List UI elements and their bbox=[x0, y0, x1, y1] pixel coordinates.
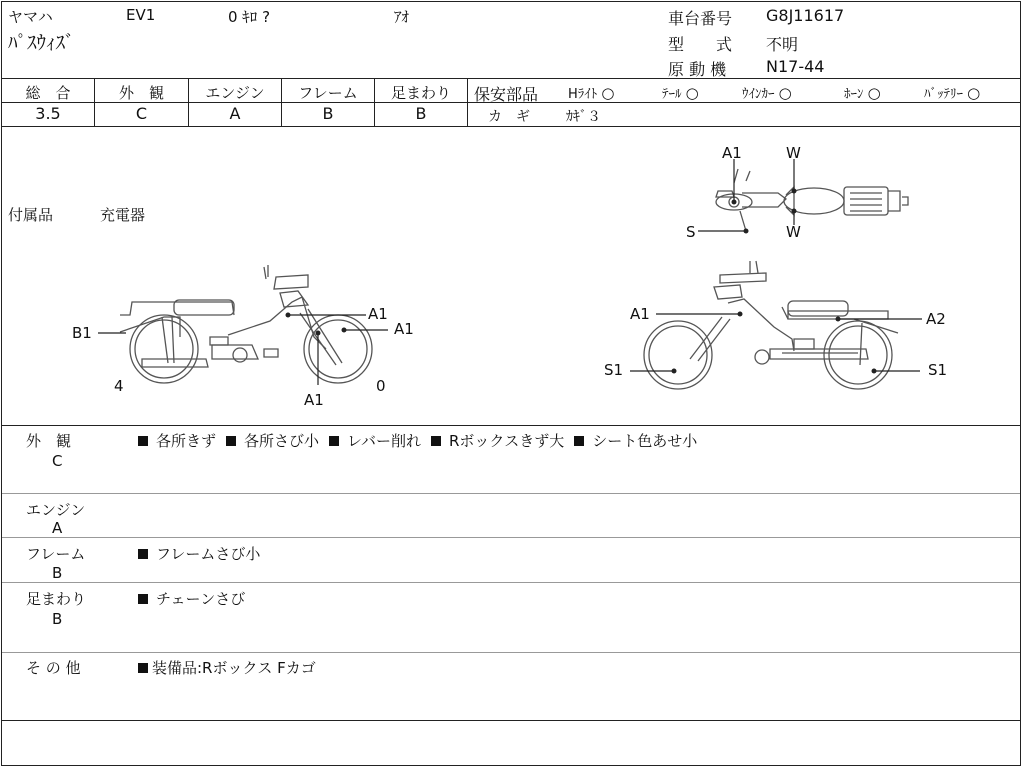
issue-item: チェーンさび bbox=[138, 588, 245, 609]
leader-lines bbox=[98, 159, 922, 385]
safety-mark: ○ bbox=[867, 84, 881, 102]
section-suspension-label: 足まわり bbox=[26, 590, 87, 608]
divider bbox=[2, 78, 1020, 79]
issue-item: Rボックスきず大 bbox=[431, 430, 564, 451]
safety-mark: ○ bbox=[685, 84, 699, 102]
right-label-a2: A2 bbox=[926, 310, 946, 328]
key-value: ｶｷﾞ３ bbox=[566, 109, 601, 125]
maker: ヤマハ bbox=[8, 8, 53, 26]
safety-item-tail: ﾃｰﾙ ○ bbox=[662, 84, 699, 102]
section-exterior-grade: C bbox=[52, 452, 63, 470]
grade-frame-label: フレーム bbox=[298, 84, 358, 102]
inspection-sheet bbox=[1, 1, 1021, 766]
engine-label: 原 動 機 bbox=[668, 60, 727, 79]
left-label-b1: B1 bbox=[72, 324, 92, 342]
section-frame-grade: B bbox=[52, 564, 63, 582]
frame-no-label: 車台番号 bbox=[668, 9, 733, 28]
issue-item: シート色あせ小 bbox=[574, 430, 697, 451]
safety-mark: ○ bbox=[967, 84, 981, 102]
grade-exterior-label: 外 観 bbox=[118, 84, 164, 102]
frame-no: G8J11617 bbox=[766, 6, 845, 25]
scooter-right-view-icon bbox=[644, 261, 898, 389]
safety-item-winker: ｳｲﾝｶｰ ○ bbox=[742, 84, 792, 102]
issue-item: 各所さび小 bbox=[226, 430, 319, 451]
accessories-label: 付属品 bbox=[8, 206, 54, 224]
top-label-a1: A1 bbox=[722, 144, 742, 162]
section-engine-label: エンジン bbox=[26, 501, 86, 519]
section-exterior-label: 外 観 bbox=[26, 432, 72, 450]
safety-mark: ○ bbox=[778, 84, 792, 102]
section-suspension-issues bbox=[138, 588, 255, 609]
right-label-a1: A1 bbox=[630, 305, 650, 323]
issue-item: レバー削れ bbox=[329, 430, 421, 451]
right-label-s1-right: S1 bbox=[928, 361, 948, 379]
divider bbox=[2, 537, 1020, 538]
section-frame-label: フレーム bbox=[26, 545, 86, 563]
section-other-issues bbox=[138, 657, 326, 678]
divider bbox=[2, 425, 1020, 426]
top-label-s: S bbox=[686, 223, 696, 241]
damage-diagram bbox=[2, 127, 1020, 425]
type-value: 不明 bbox=[766, 35, 799, 54]
grade-suspension-label: 足まわり bbox=[390, 84, 451, 102]
section-engine-grade: A bbox=[52, 519, 63, 537]
grade-frame-value: B bbox=[322, 104, 334, 123]
left-label-a1-top: A1 bbox=[368, 305, 388, 323]
issue-item: 装備品:Rボックス Fカゴ bbox=[138, 657, 316, 678]
section-frame-issues bbox=[138, 543, 270, 564]
left-label-front-tire: 4 bbox=[114, 377, 124, 395]
accessories-value: 充電器 bbox=[100, 206, 146, 224]
section-exterior-issues bbox=[138, 430, 707, 451]
top-label-w1: W bbox=[786, 144, 801, 162]
section-other-label: そ の 他 bbox=[26, 659, 81, 677]
color: ｱｵ bbox=[394, 8, 410, 26]
grade-engine-label: エンジン bbox=[205, 84, 265, 102]
divider bbox=[2, 652, 1020, 653]
key-label: カ ギ bbox=[488, 109, 530, 125]
grade-exterior-value: C bbox=[135, 104, 148, 123]
issue-item: 各所きず bbox=[138, 430, 216, 451]
grade-total-value: 3.5 bbox=[35, 104, 61, 123]
grade-total-label: 総 合 bbox=[25, 84, 71, 102]
mileage: 0 ｷﾛ ? bbox=[228, 8, 271, 26]
left-label-a1-right: A1 bbox=[394, 320, 414, 338]
left-label-a1-bottom: A1 bbox=[304, 391, 324, 409]
divider bbox=[2, 493, 1020, 494]
top-label-w2: W bbox=[786, 223, 801, 241]
safety-label: 保安部品 bbox=[474, 85, 539, 104]
damage-points bbox=[286, 189, 877, 374]
type-label: 型 式 bbox=[668, 35, 733, 54]
scooter-top-view-icon bbox=[716, 169, 908, 231]
safety-item-horn: ﾎｰﾝ ○ bbox=[844, 84, 881, 102]
safety-item-battery: ﾊﾞｯﾃﾘｰ ○ bbox=[924, 84, 981, 102]
model-name: ﾊﾟｽｳｨｽﾞ bbox=[8, 32, 75, 54]
engine-value: N17-44 bbox=[766, 57, 825, 76]
safety-mark: ○ bbox=[601, 84, 615, 102]
right-label-s1-left: S1 bbox=[604, 361, 624, 379]
left-label-rear-tire: 0 bbox=[376, 377, 386, 395]
safety-item-headlight: Hﾗｲﾄ ○ bbox=[568, 84, 615, 102]
issue-item: フレームさび小 bbox=[138, 543, 260, 564]
grade-engine-value: A bbox=[229, 104, 241, 123]
scooter-left-view-icon bbox=[120, 265, 372, 383]
divider bbox=[2, 582, 1020, 583]
divider bbox=[2, 720, 1020, 721]
grade-suspension-value: B bbox=[415, 104, 427, 123]
model-code: EV1 bbox=[126, 6, 156, 24]
section-suspension-grade: B bbox=[52, 610, 63, 628]
